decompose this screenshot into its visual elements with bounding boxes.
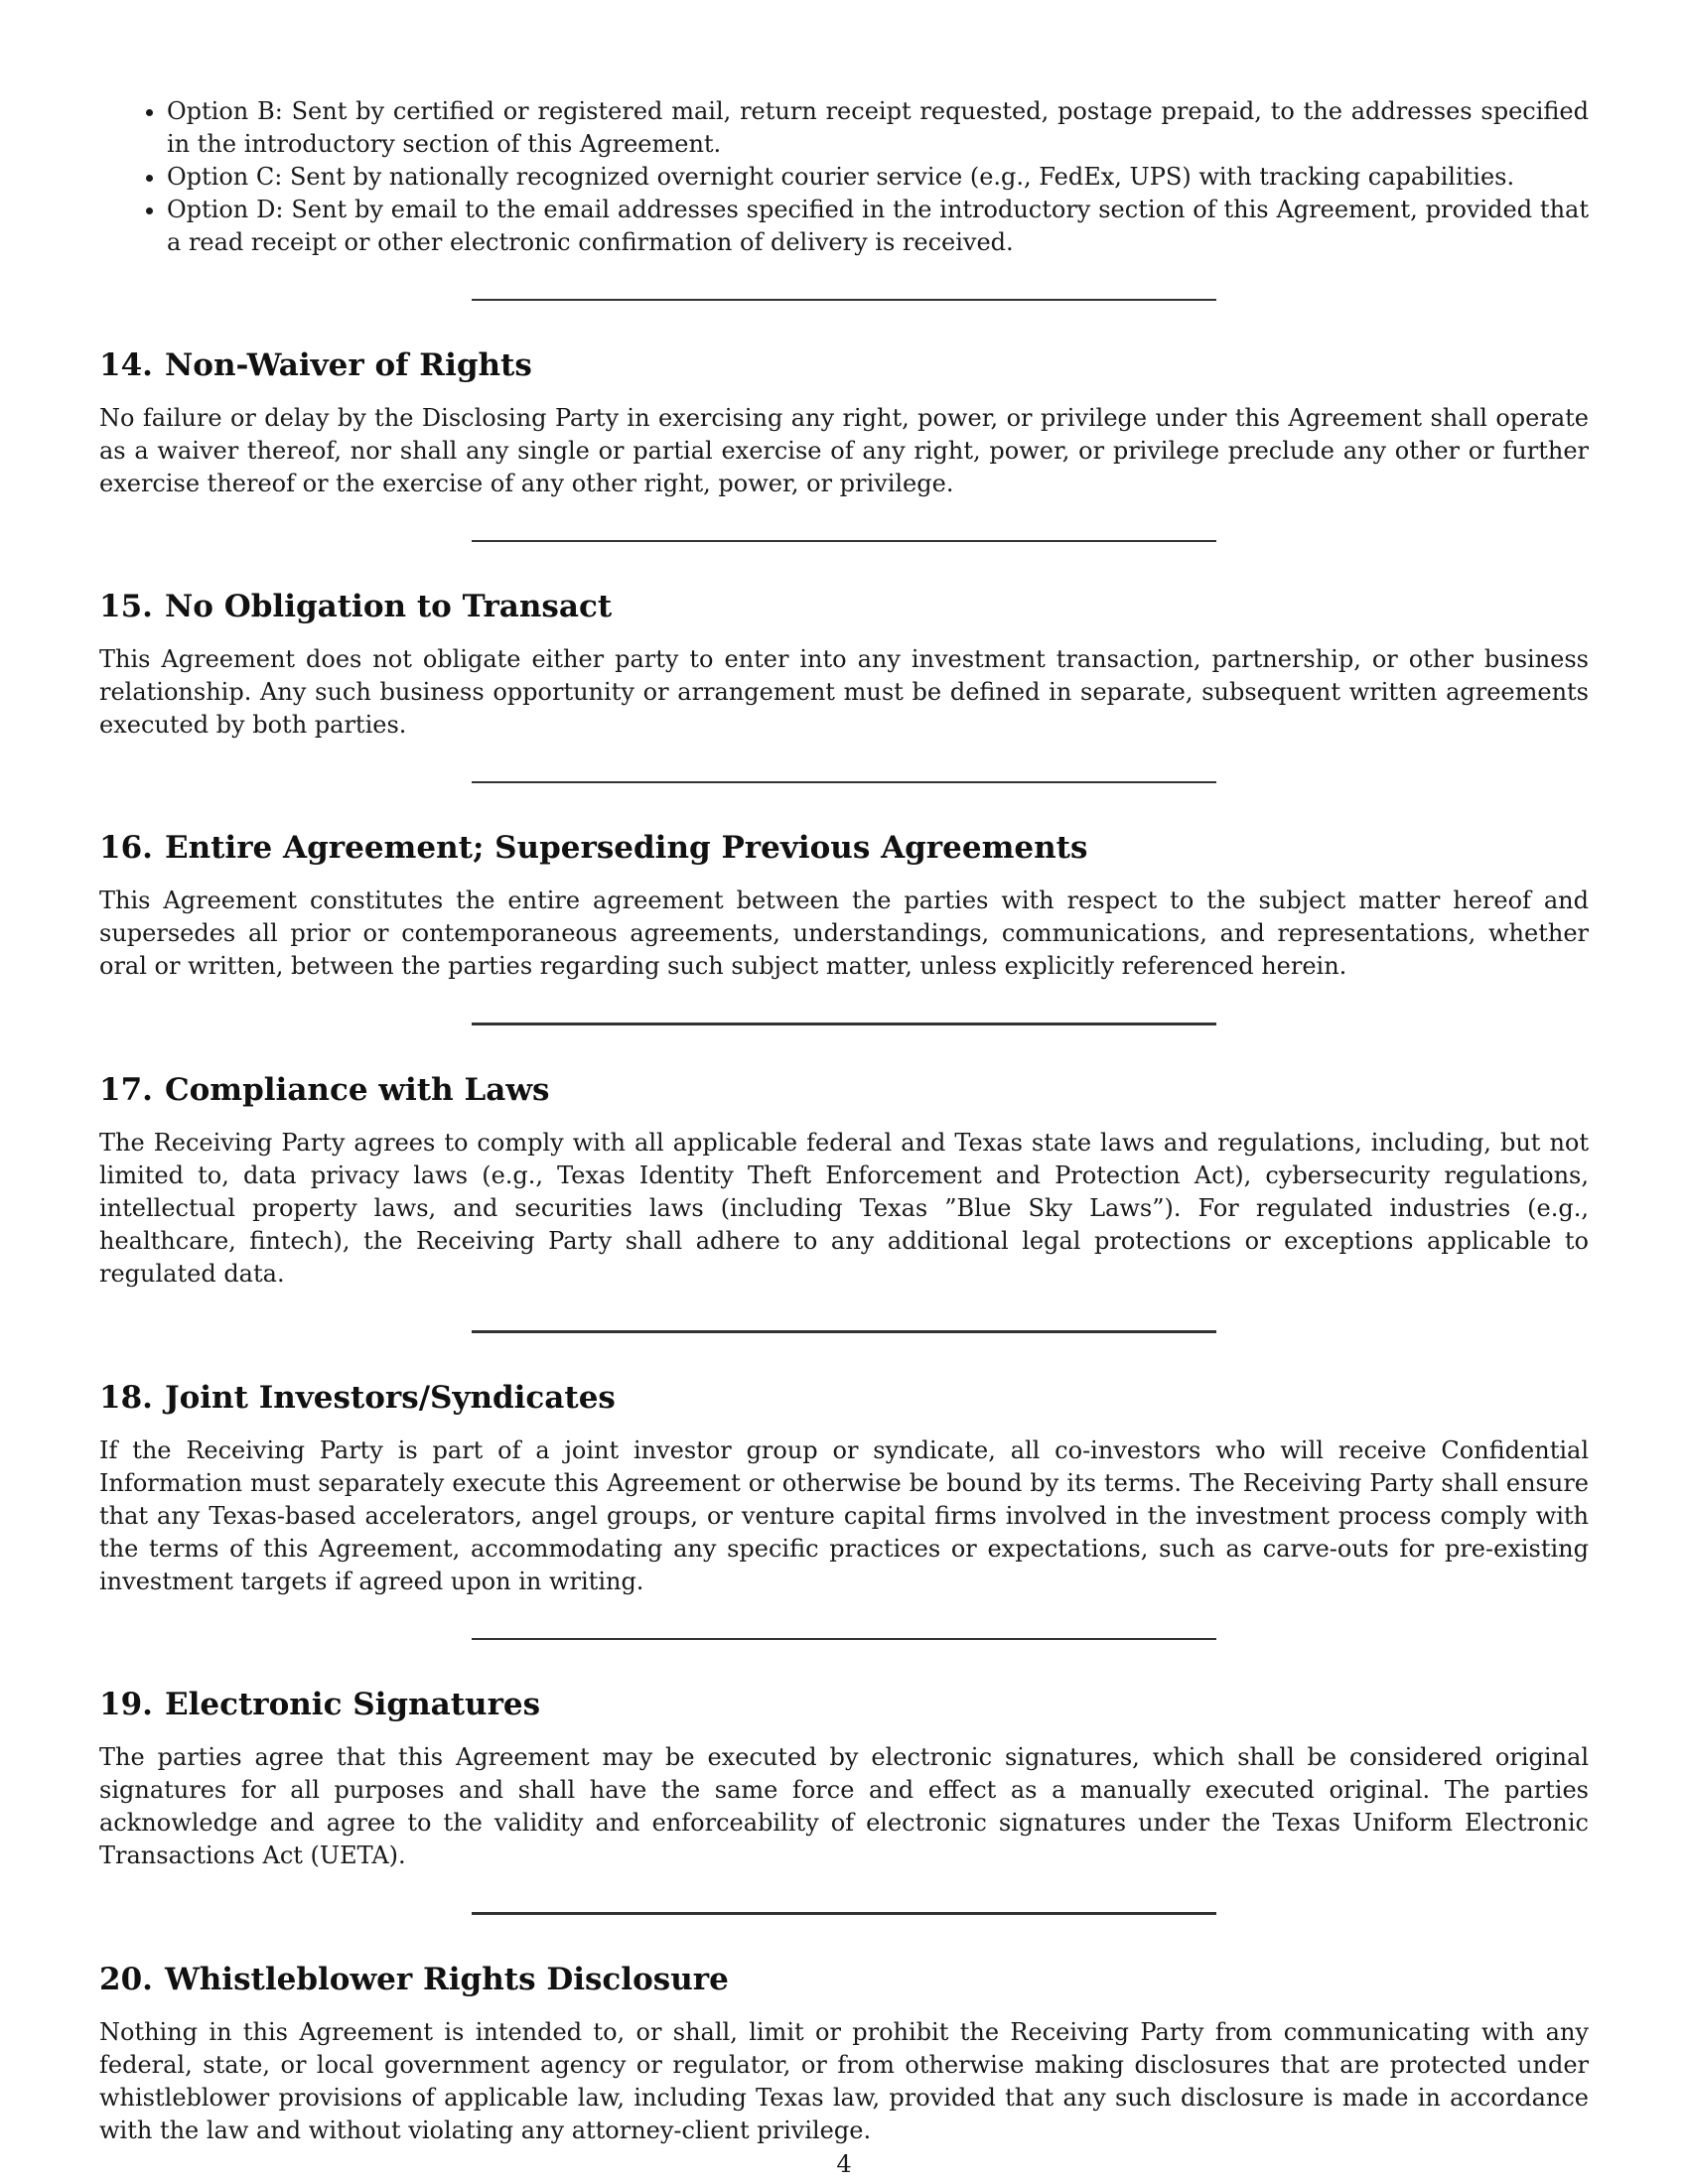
section-number: 16. bbox=[99, 830, 153, 866]
section-body: The parties agree that this Agreement may be executed by electronic signatures, which shall be considered original signatures for all purposes and shall have the same force and effect as a manually executed original. The parties acknowledge and agree to the validity and enforceability of electronic signatures under the Texas Uniform Electronic Transactions Act (UETA). bbox=[99, 1743, 1589, 1869]
section-title: Whistleblower Rights Disclosure bbox=[164, 1962, 729, 1997]
section-title: Entire Agreement; Superseding Previous Agreements bbox=[164, 830, 1088, 866]
section-14 bbox=[99, 345, 1589, 500]
section-title: Non-Waiver of Rights bbox=[164, 347, 532, 383]
document-page bbox=[99, 95, 1589, 2184]
section-title: Joint Investors/Syndicates bbox=[164, 1380, 616, 1416]
section-number: 18. bbox=[99, 1380, 153, 1416]
section-body: No failure or delay by the Disclosing Party in exercising any right, power, or privilege under this Agreement shall operate as a waiver thereof, nor shall any single or partial exercise of any right, power, or privilege preclude any other or further exercise thereof or the exercise of any other right, power, or privilege. bbox=[99, 404, 1589, 497]
section-title: No Obligation to Transact bbox=[164, 589, 613, 624]
notice-options-list bbox=[99, 95, 1589, 259]
section-heading bbox=[99, 1070, 1589, 1110]
section-divider bbox=[472, 1330, 1216, 1333]
section-divider bbox=[472, 540, 1216, 542]
section-divider bbox=[472, 1023, 1216, 1025]
section-divider bbox=[472, 1912, 1216, 1915]
page-number: 4 bbox=[836, 2150, 852, 2178]
section-body: If the Receiving Party is part of a joint investor group or syndicate, all co-investors who will receive Confidential Information must separately execute this Agreement or otherwise be bound by its terms. The Receiving Party shall ensure that any Texas-based accelerators, angel groups, or venture capital firms involved in the investment process comply with the terms of this Agreement, accommodating any specific practices or expectations, such as carve-outs for pre-existing investment targets if agreed upon in writing. bbox=[99, 1436, 1589, 1595]
section-heading bbox=[99, 345, 1589, 385]
section-17 bbox=[99, 1070, 1589, 1291]
section-title: Compliance with Laws bbox=[164, 1072, 550, 1108]
section-number: 20. bbox=[99, 1962, 153, 1997]
section-18 bbox=[99, 1378, 1589, 1598]
list-item: • Option C: Sent by nationally recognized overnight courier service (e.g., FedEx, UPS) with tracking capabilities. bbox=[167, 161, 1589, 194]
section-divider bbox=[472, 781, 1216, 783]
section-heading bbox=[99, 828, 1589, 868]
section-number: 17. bbox=[99, 1072, 153, 1108]
section-body: Nothing in this Agreement is intended to, or shall, limit or prohibit the Receiving Party from communicating with any federal, state, or local government agency or regulator, or from otherwise making disclosures that are protected under whistleblower provisions of applicable law, including Texas law, provided that any such disclosure is made in accordance with the law and without violating any attorney-client privilege. bbox=[99, 2018, 1589, 2144]
section-heading bbox=[99, 1378, 1589, 1418]
section-number: 14. bbox=[99, 347, 153, 383]
list-item: • Option B: Sent by certified or registered mail, return receipt requested, postage prepaid, to the addresses specified in the introductory section of this Agreement. bbox=[167, 95, 1589, 161]
section-heading bbox=[99, 1960, 1589, 1999]
list-item: • Option D: Sent by email to the email addresses specified in the introductory section of this Agreement, provided that a read receipt or other electronic confirmation of delivery is received. bbox=[167, 194, 1589, 259]
section-20 bbox=[99, 1960, 1589, 2147]
section-heading bbox=[99, 1685, 1589, 1724]
section-title: Electronic Signatures bbox=[164, 1687, 541, 1722]
section-number: 19. bbox=[99, 1687, 153, 1722]
section-19 bbox=[99, 1685, 1589, 1872]
section-body: The Receiving Party agrees to comply with all applicable federal and Texas state laws and regulations, including, but not limited to, data privacy laws (e.g., Texas Identity Theft Enforcement and Protection Act), cybersecurity regulations, intellectual property laws, and securities laws (including Texas ”Blue Sky Laws”). For regulated industries (e.g., healthcare, fintech), the Receiving Party shall adhere to any additional legal protections or exceptions applicable to regulated data. bbox=[99, 1129, 1589, 1288]
section-15 bbox=[99, 587, 1589, 742]
section-heading bbox=[99, 587, 1589, 626]
section-number: 15. bbox=[99, 589, 153, 624]
section-16 bbox=[99, 828, 1589, 983]
section-divider bbox=[472, 1638, 1216, 1640]
section-body: This Agreement constitutes the entire agreement between the parties with respect to the subject matter hereof and supersedes all prior or contemporaneous agreements, understandings, communications, and representations, whether oral or written, between the parties regarding such subject matter, unless explicitly referenced herein. bbox=[99, 887, 1589, 980]
section-divider bbox=[472, 299, 1216, 301]
section-body: This Agreement does not obligate either party to enter into any investment transaction, partnership, or other business relationship. Any such business opportunity or arrangement must be defined in separate, subsequent written agreements executed by both parties. bbox=[99, 645, 1589, 739]
